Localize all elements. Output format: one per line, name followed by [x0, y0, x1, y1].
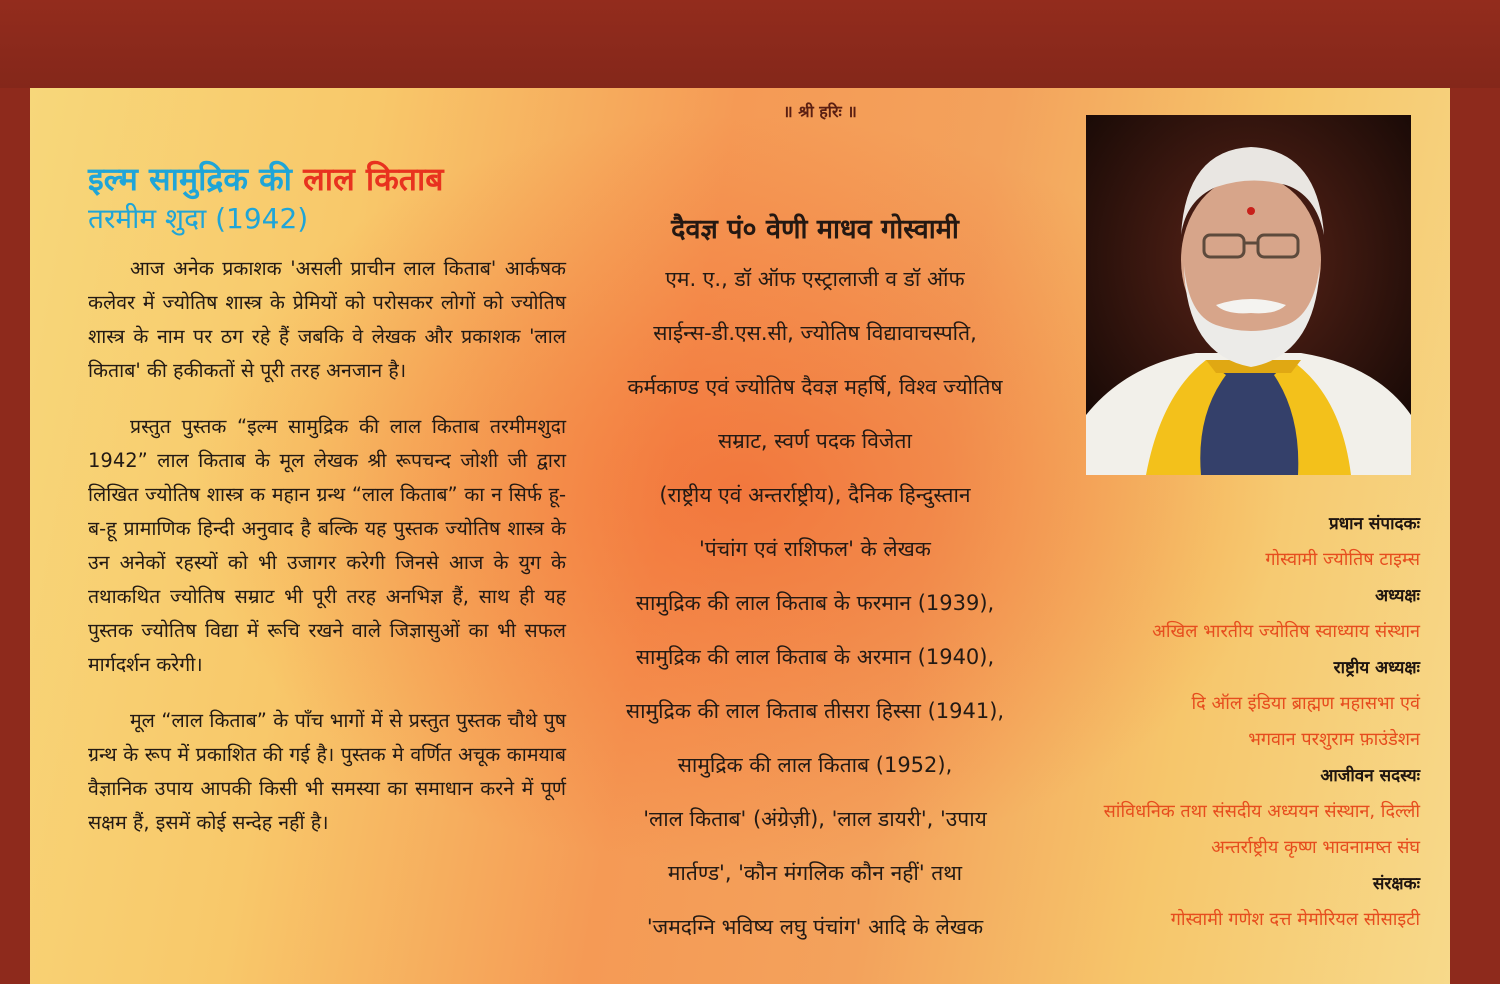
title-part-red: लाल किताब	[303, 160, 444, 198]
paragraph-intro: आज अनेक प्रकाशक 'असली प्राचीन लाल किताब' आर्कषक कलेवर में ज्योतिष शास्त्र के प्रेमियों को परोसकर लोगों को ज्योतिष शास्त्र के नाम पर ठग रहे हैं जबकि वे लेखक और प्रकाशक 'लाल किताब' की हकीकतों से पूरी तरह अनजान है।	[88, 257, 566, 382]
position-value: गोस्वामी ज्योतिष टाइम्स	[1265, 549, 1420, 570]
book-subtitle: तरमीम शुदा (1942)	[88, 202, 309, 235]
top-border	[0, 0, 1500, 88]
publication-line: सामुद्रिक की लाल किताब तीसरा हिस्सा (1941),	[625, 699, 1005, 723]
position-label: प्रधान संपादकः	[1329, 514, 1420, 534]
position-value: अखिल भारतीय ज्योतिष स्वाध्याय संस्थान	[1152, 621, 1420, 642]
title-part-blue: इल्म सामुद्रिक की	[88, 160, 304, 198]
position-label: राष्ट्रीय अध्यक्षः	[1333, 658, 1420, 678]
publication-line: सामुद्रिक की लाल किताब के फरमान (1939),	[635, 591, 995, 615]
publication-line: सामुद्रिक की लाल किताब के अरमान (1940),	[635, 645, 995, 669]
description-column	[88, 158, 566, 862]
position-value: सांविधनिक तथा संसदीय अध्ययन संस्थान, दिल्ली	[1103, 801, 1420, 822]
credential-line: सम्राट, स्वर्ण पदक विजेता	[718, 429, 912, 453]
credential-line: साईन्स-डी.एस.सी, ज्योतिष विद्यावाचस्पति,	[653, 321, 977, 345]
invocation-text: ॥ श्री हरिः ॥	[783, 102, 857, 121]
credential-line: कर्मकाण्ड एवं ज्योतिष दैवज्ञ महर्षि, विश्व ज्योतिष	[627, 375, 1003, 399]
author-photo	[1086, 115, 1411, 475]
author-credentials-column	[575, 208, 1055, 954]
paragraph-about-book: प्रस्तुत पुस्तक “इल्म सामुद्रिक की लाल किताब तरमीमशुदा 1942” लाल किताब के मूल लेखक श्री रूपचन्द जोशी जी द्वारा लिखित ज्योतिष शास्त्र क महान ग्रन्थ “लाल किताब” का न सिर्फ हू-ब-हू प्रामाणिक हिन्दी अनुवाद है बल्कि यह पुस्तक ज्योतिष शास्त्र के उन अनेकों रहस्यों को भी उजागर करेगी जिनसे आज के युग के तथाकथित ज्योतिष सम्राट भी पूरी तरह अनभिज्ञ हैं, साथ ही यह पुस्तक ज्योतिष विद्या में रूचि रखने वाले जिज्ञासुओं का भी सफल मार्गदर्शन करेगी।	[88, 415, 566, 676]
position-value: भगवान परशुराम फ़ाउंडेशन	[1248, 729, 1420, 750]
credential-line: एम. ए., डॉ ऑफ एस्ट्रालाजी व डॉ ऑफ	[665, 267, 965, 291]
credential-line: (राष्ट्रीय एवं अन्तर्राष्ट्रीय), दैनिक हिन्दुस्तान	[659, 483, 971, 507]
book-title	[88, 158, 566, 200]
position-value: अन्तर्राष्ट्रीय कृष्ण भावनामष्त संघ	[1211, 837, 1420, 858]
publication-line: सामुद्रिक की लाल किताब (1952),	[677, 753, 953, 777]
credential-line: 'पंचांग एवं राशिफल' के लेखक	[699, 537, 931, 561]
publication-line: मार्तण्ड', 'कौन मंगलिक कौन नहीं' तथा	[667, 861, 963, 885]
author-portrait-illustration	[1086, 115, 1411, 475]
position-label: संरक्षकः	[1372, 874, 1420, 894]
position-value: गोस्वामी गणेश दत्त मेमोरियल सोसाइटी	[1170, 909, 1420, 930]
position-label: आजीवन सदस्यः	[1320, 766, 1420, 786]
author-name: दैवज्ञ पं० वेणी माधव गोस्वामी	[671, 214, 959, 245]
position-value: दि ऑल इंडिया ब्राह्मण महासभा एवं	[1191, 693, 1420, 714]
paragraph-remedies: मूल “लाल किताब” के पाँच भागों में से प्रस्तुत पुस्तक चौथे पुष ग्रन्थ के रूप में प्रकाशित की गई है। पुस्तक मे वर्णित अचूक कामयाब वैज्ञानिक उपाय आपकी किसी भी समस्या का समाधान करने में पूर्ण सक्षम हैं, इसमें कोई सन्देह नहीं है।	[88, 709, 566, 834]
positions-list	[1010, 506, 1420, 938]
book-cover-page	[30, 88, 1450, 984]
publication-line: 'लाल किताब' (अंग्रेज़ी), 'लाल डायरी', 'उपाय	[643, 807, 987, 831]
publication-line: 'जमदग्नि भविष्य लघु पंचांग' आदि के लेखक	[646, 915, 984, 939]
position-label: अध्यक्षः	[1375, 586, 1420, 606]
